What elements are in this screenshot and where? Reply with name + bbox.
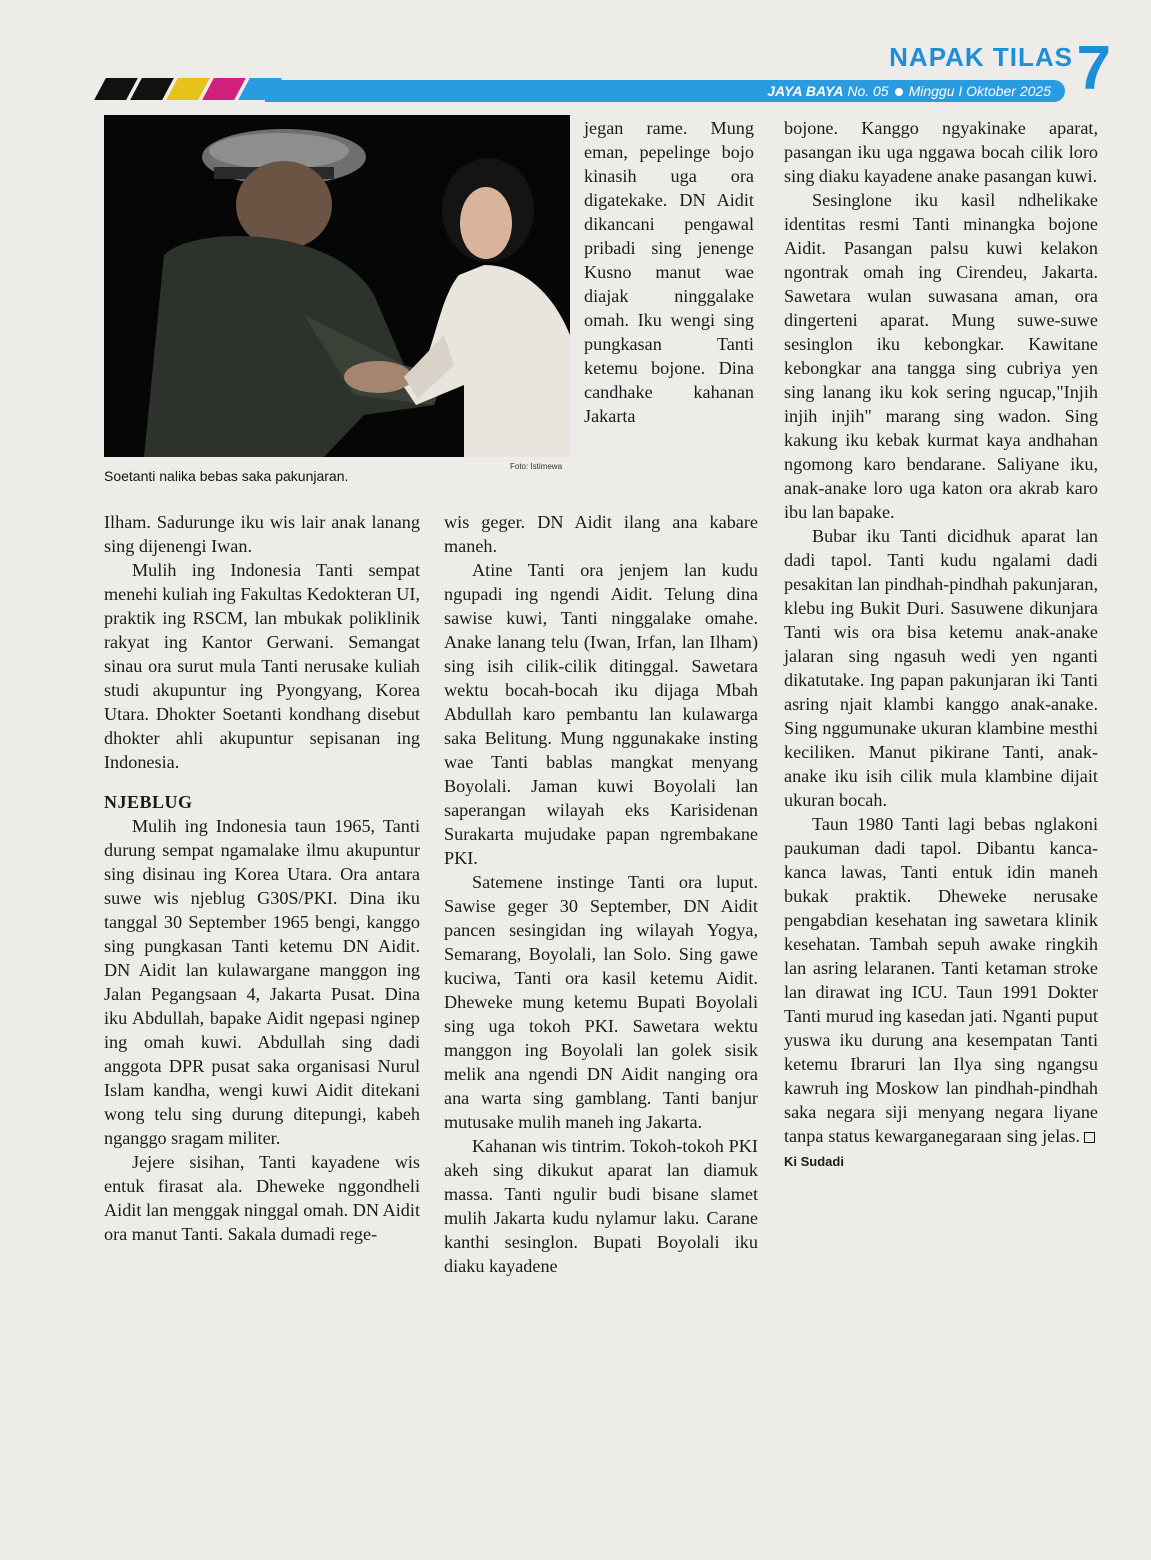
article-photo: [104, 115, 570, 457]
paragraph: Mulih ing Indonesia Tanti sempat menehi kuliah ing Fakultas Kedokteran UI, praktik ing RSCM, lan mbukak poliklinik rakyat ing Kantor Gerwani. Semangat sinau ora surut mula Tanti nerusake kuliah studi akupuntur ing Pyongyang, Korea Utara. Dhokter Soetanti kondhang disebut dhokter ahli akupuntur sepisanan ing Indonesia.: [104, 560, 420, 772]
subheading: NJEBLUG: [104, 792, 193, 812]
article-column-2-top: [584, 116, 754, 428]
page-header: [0, 0, 1151, 115]
photo-illustration: [104, 115, 570, 457]
paragraph: Jejere sisihan, Tanti kayadene wis entuk firasat ala. Dheweke nggondheli Aidit lan menggak ninggal omah. DN Aidit ora manut Tanti. Sakala dumadi rege-: [104, 1152, 420, 1244]
issue-number: No. 05: [847, 83, 889, 99]
article-column-3: [784, 116, 1098, 1174]
color-bar: [100, 78, 280, 102]
publication-name: JAYA BAYA: [767, 83, 844, 99]
paragraph: bojone. Kanggo ngyakinake aparat, pasangan iku uga nggawa bocah cilik loro sing diaku kayadene anake pasangan kuwi.: [784, 118, 1098, 186]
paragraph: Bubar iku Tanti dicidhuk aparat lan dadi tapol. Tanti kudu ngalami dadi pesakitan lan pindhah-pindhah pakunjaran, klebu ing Bukit Duri. Sasuwene dikunjara Tanti wis ora bisa ketemu anak-anake jalaran sing ngasuh wedi yen nganti dikatutake. Ing papan pakunjaran iki Tanti asring njait klambi kanggo anak-anake. Sing nggumunake ukuran klambine mesthi keciliken. Manut pikirane Tanti, anak-anake iku isih cilik mula klambine dijait ukuran bocah.: [784, 526, 1098, 810]
paragraph: Satemene instinge Tanti ora luput. Sawise geger 30 September, DN Aidit pancen sesingidan ing wilayah Yogya, Semarang, Boyolali, lan Solo. Sing gawe kuciwa, Tanti ora kasil ketemu Aidit. Dheweke mung ketemu Bupati Boyolali sing uga tokoh PKI. Sawetara wektu manggon ing Boyolali lan golek sisik melik ana ngendi DN Aidit nanging ora ana warta sing gamblang. Tanti banjur mutusake mulih maneh ing Jakarta.: [444, 872, 758, 1132]
paragraph: Ilham. Sadurunge iku wis lair anak lanang sing dijenengi Iwan.: [104, 512, 420, 556]
article-column-2: [444, 510, 758, 1278]
paragraph-final: [784, 812, 1098, 1174]
paragraph: jegan rame. Mung eman, pepelinge bojo kinasih uga ora digatekake. DN Aidit dikancani pengawal pribadi sing jenenge Kusno manut wae diajak ninggalake omah. Iku wengi sing pungkasan Tanti ketemu bojone. Dina candhake kahanan Jakarta: [584, 118, 754, 426]
paragraph: Kahanan wis tintrim. Tokoh-tokoh PKI akeh sing dikukut aparat lan diamuk massa. Tanti ngulir budi bisane slamet mulih Jakarta kudu nylamur laku. Carane kanthi sesinglon. Bupati Boyolali iku diaku kayadene: [444, 1136, 758, 1276]
issue-line: [767, 80, 1051, 102]
author-name: Ki Sudadi: [784, 1154, 844, 1169]
paragraph: Sesinglone iku kasil ndhelikake identitas resmi Tanti minangka bojone Aidit. Pasangan palsu kuwi kelakon ngontrak omah ing Cirendeu, Jakarta. Sawetara wulan suwasana aman, ora dingerteni aparat. Mung suwe-suwe sesinglon iku kebongkar. Kawitane kebongkar ana tangga sing cubriya yen sing lanang iku kok sering ngucap,"Injih injih injih" marang sing wadon. Sing kakung iku kebak kurmat kaya andhahan ngomong karo bendarane. Saliyane iku, anak-anake loro uga katon ora akrab karo ibu lan bapake.: [784, 190, 1098, 522]
issue-date: Minggu I Oktober 2025: [908, 83, 1051, 99]
paragraph-text: Taun 1980 Tanti lagi bebas nglakoni paukuman dadi tapol. Dibantu kanca-kanca lawas, Tanti entuk idin maneh bukak praktik. Dheweke nerusake pengabdian kesehatan ing sawetara klinik kesehatan. Tambah sepuh awake ringkih lan asring lelaranen. Tanti ketaman stroke lan dirawat ing ICU. Taun 1991 Dokter Tanti murud ing kasedan jati. Nganti puput yuswa iku durung ana kesempatan Tanti ketemu Ibraruri lan Ilya sing ngangsu kawruh ing Moskow lan pindhah-pindhah saka negara siji menyang negara liyane tanpa status kewarganegaraan sing jelas.: [784, 814, 1098, 1146]
article-column-1: [104, 510, 420, 1246]
bullet-icon: [895, 88, 903, 96]
page-number: 7: [1076, 34, 1111, 103]
end-mark-icon: [1084, 1132, 1095, 1143]
section-title: NAPAK TILAS: [889, 42, 1073, 72]
paragraph: Atine Tanti ora jenjem lan kudu ngupadi ing ngendi Aidit. Telung dina sawise kuwi, Tanti ninggalake omahe. Anake lanang telu (Iwan, Irfan, lan Ilham) sing isih cilik-cilik ditinggal. Sawetara wektu bocah-bocah iku dijaga Mbah Abdullah karo pembantu lan kulawarga saka Belitung. Mung nggunakake insting wae Tanti bablas mangkat menyang Boyolali. Jaman kuwi Boyolali lan saperangan wilayah eks Karisidenan Surakarta mujudake papan ngrembakane PKI.: [444, 560, 758, 868]
photo-caption: Soetanti nalika bebas saka pakunjaran.: [104, 468, 349, 484]
paragraph: wis geger. DN Aidit ilang ana kabare maneh.: [444, 512, 758, 556]
photo-credit: Foto: Istimewa: [510, 462, 563, 471]
paragraph: Mulih ing Indonesia taun 1965, Tanti durung sempat ngamalake ilmu akupuntur sing disinau ing Korea Utara. Ora antara suwe wis njeblug G30S/PKI. Dina iku tanggal 30 September 1965 bengi, kanggo sing pungkasan Tanti ketemu DN Aidit. DN Aidit lan kulawargane manggon ing Jalan Pegangsaan 4, Jakarta Pusat. Dina iku Abdullah, bapake Aidit ngepasi nginep ing omah kuwi. Abdullah sing dadi anggota DPR pusat saka organisasi Nurul Islam kandha, wengi kuwi Aidit ditekani wong telu sing durung ditepungi, kabeh nganggo sragam militer.: [104, 816, 420, 1148]
